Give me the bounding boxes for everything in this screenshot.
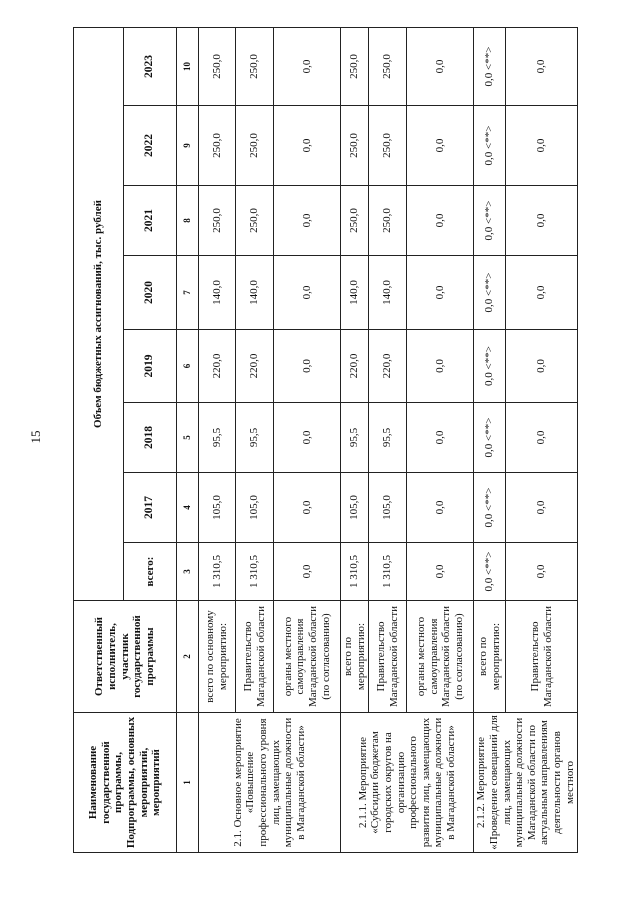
table-row [341, 27, 369, 852]
column-number: 5 [177, 403, 199, 473]
header-year: 2017 [124, 473, 177, 543]
value-cell: 250,0 [199, 27, 236, 105]
header-year: 2019 [124, 330, 177, 403]
value-cell: 0,0 [407, 256, 474, 330]
column-number: 2 [177, 601, 199, 713]
value-cell: 0,0 [274, 106, 341, 186]
value-cell: 220,0 [199, 330, 236, 403]
header-year: 2021 [124, 186, 177, 256]
column-number: 7 [177, 256, 199, 330]
executor-cell: Правительство Магаданской области [236, 601, 274, 713]
value-cell: 0,0 [505, 473, 578, 543]
value-cell: 0,0 [505, 543, 578, 601]
value-cell: 0,0 [274, 473, 341, 543]
rotated-table-container [73, 28, 576, 853]
value-cell: 0,0 [505, 27, 578, 105]
value-cell: 0,0 [505, 403, 578, 473]
value-cell: 0,0 [274, 256, 341, 330]
value-cell: 250,0 [199, 106, 236, 186]
page-number: 15 [28, 430, 43, 444]
value-cell: 0,0 [274, 27, 341, 105]
table-row [199, 27, 236, 852]
value-cell: 95,5 [369, 403, 407, 473]
column-number: 4 [177, 473, 199, 543]
value-cell: 0,0 [274, 186, 341, 256]
value-cell: 0,0 <**> [474, 186, 506, 256]
header-year: 2020 [124, 256, 177, 330]
value-cell: 0,0 [505, 256, 578, 330]
executor-cell: Правительство Магаданской области [505, 601, 578, 713]
value-cell: 140,0 [199, 256, 236, 330]
value-cell: 1 310,5 [199, 543, 236, 601]
value-cell: 220,0 [236, 330, 274, 403]
value-cell: 0,0 [407, 543, 474, 601]
value-cell: 250,0 [341, 106, 369, 186]
header-executor: Ответственный исполнитель, участник государственной программы [74, 601, 177, 713]
column-number: 1 [177, 713, 199, 853]
column-number: 6 [177, 330, 199, 403]
header-year: 2023 [124, 27, 177, 105]
section-name: 2.1.1. Мероприятие «Субсидии бюджетам городских округов на организацию профессионального развития лиц, замещающих муниципальные должности в Магаданской области» [341, 713, 474, 853]
value-cell: 95,5 [236, 403, 274, 473]
value-cell: 0,0 <**> [474, 330, 506, 403]
table-row [474, 27, 506, 852]
value-cell: 0,0 [505, 106, 578, 186]
value-cell: 0,0 [274, 403, 341, 473]
value-cell: 220,0 [341, 330, 369, 403]
value-cell: 105,0 [236, 473, 274, 543]
value-cell: 105,0 [341, 473, 369, 543]
value-cell: 0,0 [505, 330, 578, 403]
column-number: 9 [177, 106, 199, 186]
executor-cell: всего по мероприятию: [341, 601, 369, 713]
value-cell: 140,0 [369, 256, 407, 330]
value-cell: 95,5 [199, 403, 236, 473]
value-cell: 1 310,5 [369, 543, 407, 601]
value-cell: 0,0 [505, 186, 578, 256]
value-cell: 0,0 <**> [474, 543, 506, 601]
value-cell: 250,0 [236, 27, 274, 105]
value-cell: 1 310,5 [236, 543, 274, 601]
budget-table [73, 27, 578, 853]
value-cell: 0,0 [407, 106, 474, 186]
section-name: 2.1. Основное мероприятие «Повышение профессионального уровня лиц, замещающих муниципальные должности в Магаданской области» [199, 713, 341, 853]
value-cell: 0,0 [407, 403, 474, 473]
executor-cell: всего по мероприятию: [474, 601, 506, 713]
executor-cell: всего по основному мероприятию: [199, 601, 236, 713]
section-name: 2.1.2. Мероприятие «Проведение совещаний для лиц, замещающих муниципальные должности Магаданской области по актуальным направлениям деятельности органов местного [474, 713, 578, 853]
value-cell: 1 310,5 [341, 543, 369, 601]
value-cell: 250,0 [199, 186, 236, 256]
value-cell: 0,0 [274, 543, 341, 601]
value-cell: 0,0 [407, 330, 474, 403]
value-cell: 0,0 <**> [474, 256, 506, 330]
value-cell: 250,0 [341, 186, 369, 256]
value-cell: 140,0 [236, 256, 274, 330]
value-cell: 0,0 <**> [474, 473, 506, 543]
executor-cell: органы местного самоуправления Магаданской области (по согласованию) [274, 601, 341, 713]
value-cell: 0,0 <**> [474, 403, 506, 473]
header-budget: Объем бюджетных ассигнований, тыс. рублей [74, 27, 124, 600]
header-year: 2018 [124, 403, 177, 473]
value-cell: 95,5 [341, 403, 369, 473]
value-cell: 0,0 [274, 330, 341, 403]
column-number: 3 [177, 543, 199, 601]
value-cell: 0,0 [407, 473, 474, 543]
value-cell: 0,0 <**> [474, 106, 506, 186]
value-cell: 250,0 [341, 27, 369, 105]
value-cell: 220,0 [369, 330, 407, 403]
column-number: 10 [177, 27, 199, 105]
value-cell: 250,0 [236, 186, 274, 256]
header-name: Наименование государственной программы, Подпрограммы, основных мероприятий, мероприятий [74, 713, 177, 853]
value-cell: 0,0 [407, 27, 474, 105]
value-cell: 140,0 [341, 256, 369, 330]
value-cell: 105,0 [199, 473, 236, 543]
value-cell: 0,0 [407, 186, 474, 256]
column-number: 8 [177, 186, 199, 256]
executor-cell: органы местного самоуправления Магаданской области (по согласованию) [407, 601, 474, 713]
value-cell: 250,0 [236, 106, 274, 186]
value-cell: 250,0 [369, 27, 407, 105]
header-year: 2022 [124, 106, 177, 186]
header-total: всего: [124, 543, 177, 601]
value-cell: 250,0 [369, 106, 407, 186]
value-cell: 0,0 <**> [474, 27, 506, 105]
value-cell: 250,0 [369, 186, 407, 256]
executor-cell: Правительство Магаданской области [369, 601, 407, 713]
value-cell: 105,0 [369, 473, 407, 543]
